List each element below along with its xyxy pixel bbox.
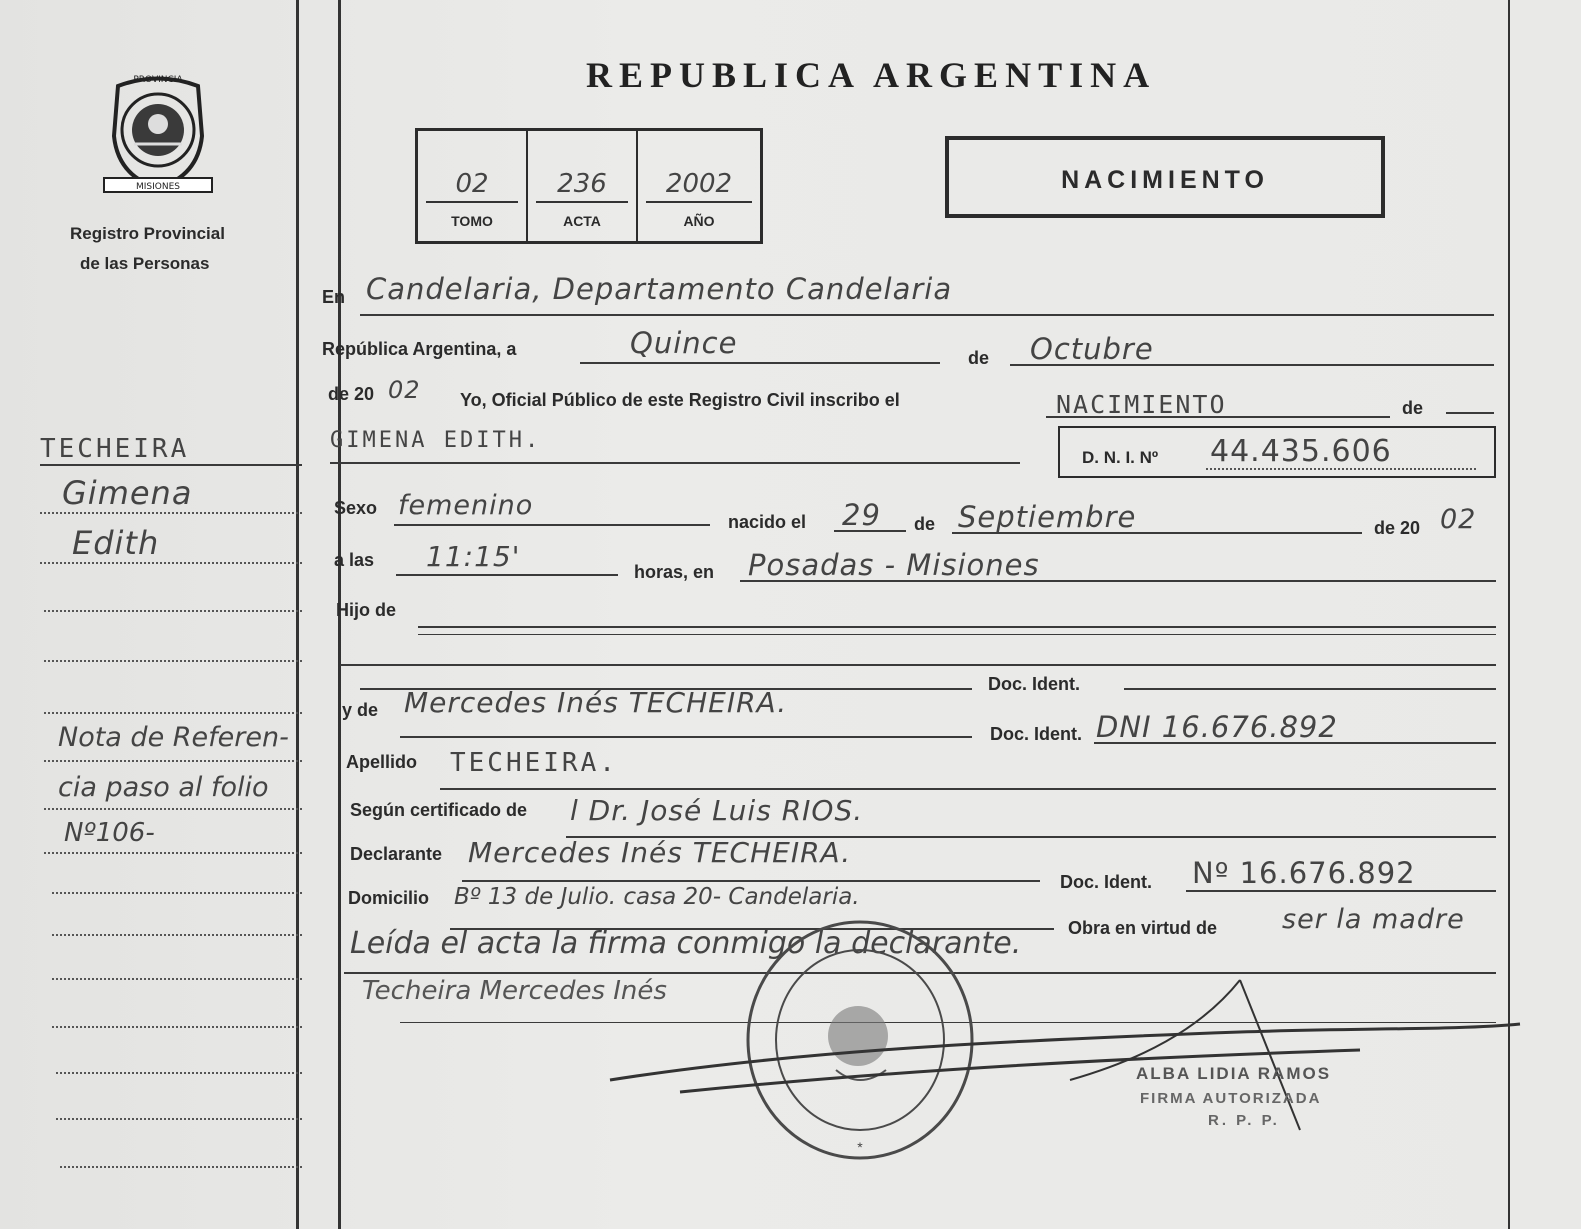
act-line xyxy=(1046,416,1390,418)
closing-line: Leída el acta la firma conmigo la declarante. xyxy=(350,926,1022,961)
de-label-1: de xyxy=(968,348,990,368)
acta-label: ACTA xyxy=(563,213,601,229)
month-line xyxy=(1010,364,1494,366)
sexo-label: Sexo xyxy=(334,498,378,518)
declarante-line xyxy=(462,880,1040,882)
dni-box xyxy=(1058,426,1496,478)
mother-doc-line xyxy=(1094,742,1496,744)
official-title: FIRMA AUTORIZADA xyxy=(1140,1090,1322,1107)
doc-ident-label-1: Doc. Ident. xyxy=(988,674,1081,694)
name-line xyxy=(330,462,1020,464)
margin-surname: TECHEIRA xyxy=(40,434,190,464)
de-label-2: de xyxy=(1402,398,1424,418)
margin-dots-9 xyxy=(52,892,302,894)
margin-dots-14 xyxy=(56,1118,302,1120)
margin-dots-13 xyxy=(56,1072,302,1074)
dni-label: D. N. I. Nº xyxy=(1082,448,1159,467)
domicilio-value: Bº 13 de Julio. casa 20- Candelaria. xyxy=(454,884,860,910)
en-line xyxy=(360,314,1494,316)
certificado-label: Según certificado de xyxy=(350,800,528,820)
birth-month: Septiembre xyxy=(958,500,1137,534)
svg-text:*: * xyxy=(857,1139,863,1155)
margin-line-1 xyxy=(40,464,302,466)
margin-dots-5 xyxy=(44,712,302,714)
declarante-doc: Nº 16.676.892 xyxy=(1192,856,1416,890)
time-line xyxy=(396,574,618,576)
margin-dots-12 xyxy=(52,1026,302,1028)
doc-ident-label-3: Doc. Ident. xyxy=(1060,872,1153,892)
birth-place-line xyxy=(740,580,1496,582)
mother-line xyxy=(400,736,972,738)
tomo-label: TOMO xyxy=(451,213,493,229)
official-abbrev: R. P. P. xyxy=(1208,1112,1280,1129)
margin-name1: Gimena xyxy=(62,474,193,512)
act-type-box xyxy=(945,136,1385,218)
birth-time: 11:15' xyxy=(426,540,521,573)
certificado-value: l Dr. José Luis RIOS. xyxy=(570,794,864,827)
acta-value: 236 xyxy=(536,169,628,203)
record-number-box xyxy=(415,128,763,244)
apellido-value: TECHEIRA. xyxy=(450,748,618,778)
doc-ident-label-2: Doc. Ident. xyxy=(990,724,1083,744)
registry-name-line1: Registro Provincial xyxy=(70,224,225,243)
seal-bottom-text: MISIONES xyxy=(135,182,181,192)
margin-note-line2: cia paso al folio xyxy=(58,772,269,803)
father-line-3 xyxy=(340,664,1496,666)
margin-dots-10 xyxy=(52,934,302,936)
margin-left-border xyxy=(296,0,299,1229)
father-line-1 xyxy=(418,626,1496,628)
birth-month-line xyxy=(952,532,1362,534)
dni-dots xyxy=(1206,468,1476,470)
seal-top-text: PROVINCIA xyxy=(133,75,183,85)
registry-name-line2: de las Personas xyxy=(80,254,210,273)
declarante-doc-line xyxy=(1186,890,1496,892)
margin-dots-15 xyxy=(60,1166,302,1168)
de-label-3: de xyxy=(914,514,936,534)
act-written: NACIMIENTO xyxy=(1056,390,1227,419)
birth-year-prefix: de 20 xyxy=(1374,518,1421,538)
en-label: En xyxy=(322,287,346,307)
hijo-label: Hijo de xyxy=(336,600,397,620)
declarante-label: Declarante xyxy=(350,844,443,864)
sexo-line xyxy=(394,524,710,526)
acta-cell xyxy=(528,131,638,241)
official-statement: Yo, Oficial Público de este Registro Civil inscribo el xyxy=(460,390,900,410)
margin-note-line3: Nº106- xyxy=(64,818,155,848)
birth-place: Posadas - Misiones xyxy=(748,548,1040,582)
page-title: REPUBLICA ARGENTINA xyxy=(586,55,1157,95)
mother-name: Mercedes Inés TECHEIRA. xyxy=(404,686,788,719)
margin-dots-3 xyxy=(44,610,302,612)
declarante-value: Mercedes Inés TECHEIRA. xyxy=(468,836,852,869)
margin-dots-7 xyxy=(44,808,302,810)
declarant-signature-text: Techeira Mercedes Inés xyxy=(362,976,667,1006)
ano-cell xyxy=(638,131,760,241)
margin-dots-6 xyxy=(44,760,302,762)
a-las-label: a las xyxy=(334,550,375,570)
year-suffix: 02 xyxy=(388,376,421,404)
birth-day: 29 xyxy=(842,498,881,532)
tomo-cell xyxy=(418,131,528,241)
birth-day-line xyxy=(834,530,906,532)
registration-month: Octubre xyxy=(1030,332,1154,366)
margin-name2: Edith xyxy=(72,524,160,562)
y-de-label: y de xyxy=(342,700,379,720)
day-line xyxy=(580,362,940,364)
birth-year-suffix: 02 xyxy=(1440,504,1477,535)
de-line-2 xyxy=(1446,412,1494,414)
obra-value: ser la madre xyxy=(1282,904,1465,935)
domicilio-label: Domicilio xyxy=(348,888,430,908)
child-full-name: GIMENA EDITH. xyxy=(330,428,542,453)
year-prefix: de 20 xyxy=(328,384,375,404)
apellido-line xyxy=(440,788,1496,790)
margin-dots-2 xyxy=(40,562,302,564)
mother-doc: DNI 16.676.892 xyxy=(1096,710,1338,744)
margin-dots-1 xyxy=(40,512,302,514)
margin-dots-8 xyxy=(44,852,302,854)
margin-dots-11 xyxy=(52,978,302,980)
republica-label: República Argentina, a xyxy=(322,339,517,359)
ano-label: AÑO xyxy=(683,213,715,229)
father-doc-value-line xyxy=(1124,688,1496,690)
registration-day: Quince xyxy=(630,326,738,360)
act-type-title: NACIMIENTO xyxy=(1061,166,1269,194)
tomo-value: 02 xyxy=(426,169,518,203)
nacido-label: nacido el xyxy=(728,512,807,532)
dni-value: 44.435.606 xyxy=(1210,434,1392,469)
apellido-label: Apellido xyxy=(346,752,417,772)
provincial-seal-icon xyxy=(98,66,218,196)
margin-note-line1: Nota de Referen- xyxy=(58,722,289,753)
sexo-value: femenino xyxy=(398,490,534,521)
obra-label: Obra en virtud de xyxy=(1068,918,1218,938)
official-signature-icon xyxy=(600,980,1540,1140)
margin-dots-4 xyxy=(44,660,302,662)
place-of-registration: Candelaria, Departamento Candelaria xyxy=(366,272,953,306)
father-line-2 xyxy=(418,634,1496,635)
official-name: ALBA LIDIA RAMOS xyxy=(1136,1064,1332,1083)
ano-value: 2002 xyxy=(646,169,752,203)
horas-label: horas, en xyxy=(634,562,715,582)
